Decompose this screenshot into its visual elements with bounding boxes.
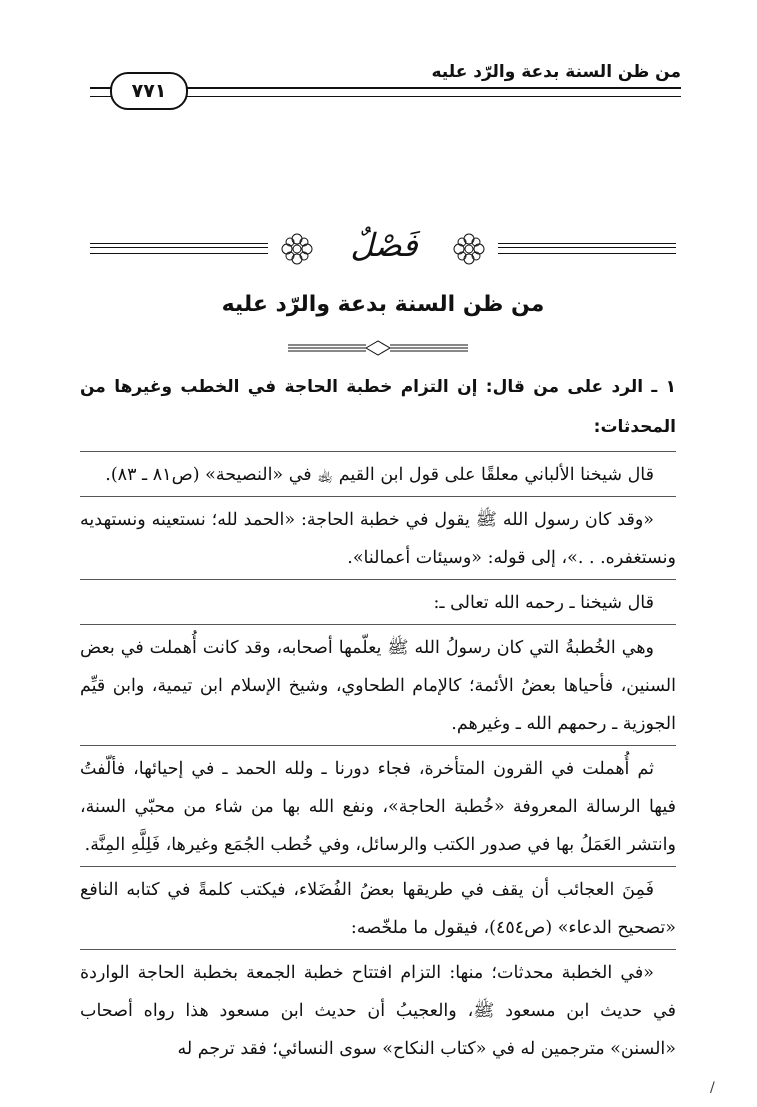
running-title: من ظن السنة بدعة والرّد عليه — [431, 62, 681, 82]
paragraph: ثم أُهملت في القرون المتأخرة، فجاء دورنا ـ ولله الحمد ـ في إحيائها، فألّفتُ فيها الرسالة المعروفة «خُطبة الحاجة»، ونفع الله بها من شاء من محبّي السنة، وانتشر العَمَلُ بها في صدور الكتب والرسائل، وفي خُطب الجُمَع وغيرها، فَلِلَّهِ المِنَّة. — [80, 759, 676, 855]
footer-mark: / — [710, 1080, 715, 1096]
paragraph-divider — [80, 866, 676, 867]
fasl-label: فَصْلٌ — [350, 226, 418, 264]
page-number: ٧٧١ — [110, 72, 188, 110]
paragraph: فَمِنَ العجائب أن يقف في طريقها بعضُ الفُضَلاء، فيكتب كلمةً في كتابه النافع «تصحيح الدعاء» (ص٤٥٤)، فيقول ما ملخّصه: — [80, 880, 676, 938]
paragraph: قال شيخنا الألباني معلقًا على قول ابن القيم ﵀ في «النصيحة» (ص٨١ ـ ٨٣). — [105, 465, 654, 485]
left-flower-icon — [280, 232, 314, 266]
paragraph: وهي الخُطبةُ التي كان رسولُ الله ﷺ يعلّمها أصحابه، وقد كانت أُهملت في بعض السنين، فأحياها بعضُ الأئمة؛ كالإمام الطحاوي، وشيخ الإسلام ابن تيمية، وابن قيِّم الجوزية ـ رحمهم الله ـ وغيرهم. — [80, 638, 676, 734]
paragraph-divider — [80, 745, 676, 746]
paragraph: «وقد كان رسول الله ﷺ يقول في خطبة الحاجة: «الحمد لله؛ نستعينه ونستهديه ونستغفره. . .»، إلى قوله: «وسيئات أعمالنا». — [80, 510, 676, 568]
paragraph-divider — [80, 496, 676, 497]
right-double-rule — [498, 243, 676, 254]
paragraph-divider — [80, 624, 676, 625]
right-flower-icon — [452, 232, 486, 266]
paragraph-heading: ١ ـ الرد على من قال: إن التزام خطبة الحاجة في الخطب وغيرها من المحدثات: — [80, 377, 676, 437]
title-divider — [288, 338, 468, 358]
paragraph-divider — [80, 579, 676, 580]
left-double-rule — [90, 243, 268, 254]
paragraph-divider — [80, 451, 676, 452]
body-text — [80, 367, 676, 1070]
section-title: من ظن السنة بدعة والرّد عليه — [221, 292, 545, 317]
fasl-ornament — [90, 228, 676, 272]
paragraph-divider — [80, 949, 676, 950]
paragraph: «في الخطبة محدثات؛ منها: التزام افتتاح خطبة الجمعة بخطبة الحاجة الواردة في حديث ابن مسعود ﷺ، والعجيبُ أن حديث ابن مسعود هذا رواه أصحاب «السنن» مترجمين له في «كتاب النكاح» سوى النسائي؛ فقد ترجم له — [80, 963, 676, 1059]
paragraph: قال شيخنا ـ رحمه الله تعالى ـ: — [433, 593, 654, 613]
